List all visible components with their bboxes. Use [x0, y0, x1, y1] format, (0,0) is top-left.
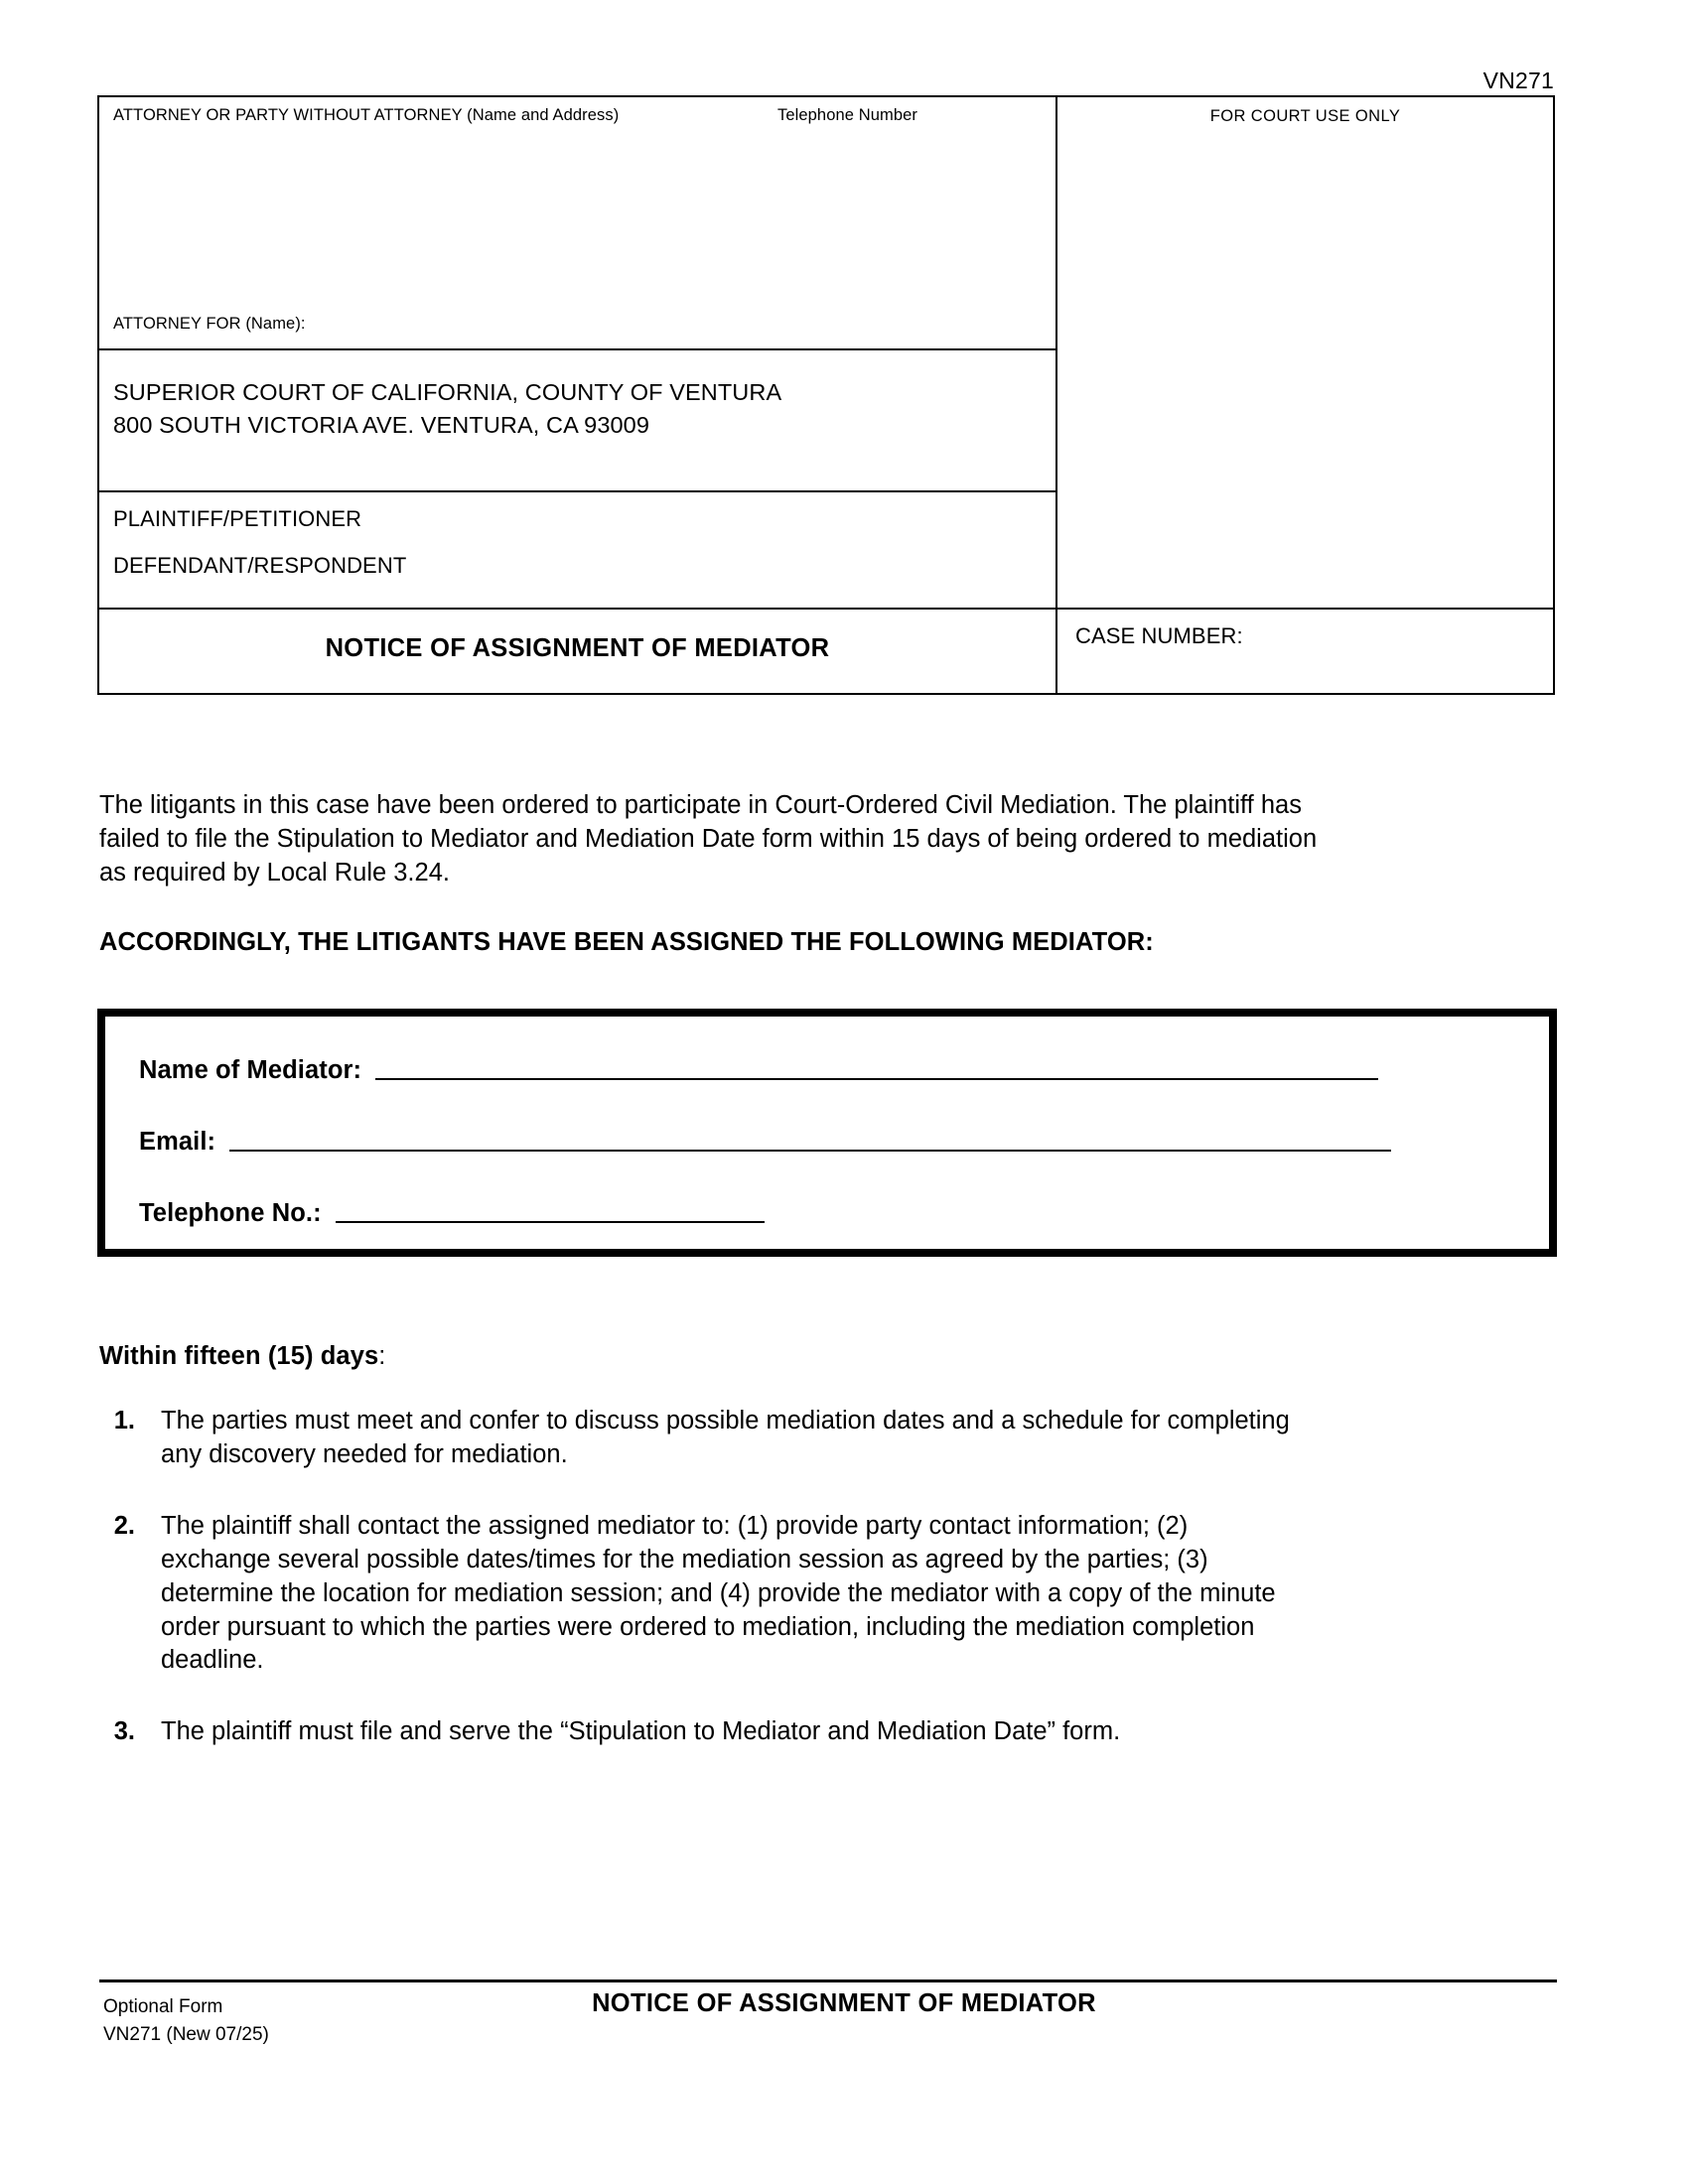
parties-cell[interactable]	[99, 492, 1055, 610]
attorney-label: ATTORNEY OR PARTY WITHOUT ATTORNEY (Name and Address)	[113, 106, 620, 124]
caption-left-column	[99, 97, 1057, 693]
court-cell	[99, 350, 1055, 492]
mediator-email-row	[139, 1128, 1515, 1157]
list-item-line: any discovery needed for mediation.	[161, 1439, 568, 1468]
list-item-number: 1.	[113, 1407, 135, 1434]
caption-box	[97, 95, 1555, 695]
accordingly-heading: ACCORDINGLY, THE LITIGANTS HAVE BEEN ASSIGNED THE FOLLOWING MEDIATOR:	[99, 928, 1154, 956]
form-number-header: VN271	[1482, 68, 1554, 93]
case-number-cell[interactable]	[1057, 610, 1553, 693]
list-item-body	[161, 1405, 1557, 1472]
attorney-cell[interactable]	[99, 97, 1055, 350]
case-number-label: CASE NUMBER:	[1075, 623, 1243, 648]
list-item	[99, 1715, 1557, 1749]
plaintiff-label: PLAINTIFF/PETITIONER	[113, 506, 362, 531]
footer-divider	[99, 1979, 1557, 1982]
mediator-name-row	[139, 1056, 1515, 1085]
list-item	[99, 1510, 1557, 1679]
list-item	[99, 1405, 1557, 1472]
mediator-info-inner	[103, 1015, 1551, 1251]
list-item-body	[161, 1510, 1557, 1679]
form-title-cell	[99, 610, 1055, 693]
list-item-number: 3.	[113, 1717, 135, 1746]
intro-line: failed to file the Stipulation to Mediator and Mediation Date form within 15 days of being ordered to mediation	[99, 824, 1318, 853]
attorney-cell-labels	[113, 106, 1042, 126]
footer-optional-form: Optional Form	[103, 1996, 223, 2017]
intro-line: as required by Local Rule 3.24.	[99, 858, 450, 887]
intro-paragraph	[99, 789, 1557, 890]
within-heading-bold: Within fifteen (15) days	[99, 1342, 379, 1370]
caption-right-column	[1057, 97, 1553, 693]
list-item-body	[161, 1715, 1557, 1749]
list-item-line: deadline.	[161, 1646, 264, 1675]
footer-revision: VN271 (New 07/25)	[103, 2023, 269, 2045]
within-heading-colon: :	[378, 1342, 386, 1370]
mediator-telephone-row	[139, 1199, 1515, 1228]
footer-title: NOTICE OF ASSIGNMENT OF MEDIATOR	[592, 1989, 1096, 2017]
mediator-name-input[interactable]	[375, 1077, 1378, 1080]
court-use-cell	[1057, 97, 1553, 610]
list-item-line: determine the location for mediation session; and (4) provide the mediator with a copy of the minute	[161, 1578, 1276, 1607]
list-item-line: The parties must meet and confer to discuss possible mediation dates and a schedule for completing	[161, 1407, 1290, 1434]
mediator-email-input[interactable]	[229, 1149, 1391, 1152]
list-item-line: The plaintiff must file and serve the “Stipulation to Mediator and Mediation Date” form.	[161, 1717, 1121, 1746]
for-court-use-only-label: FOR COURT USE ONLY	[1209, 107, 1401, 125]
mediator-name-label: Name of Mediator:	[139, 1056, 362, 1084]
form-title: NOTICE OF ASSIGNMENT OF MEDIATOR	[325, 633, 830, 662]
instructions-list	[99, 1405, 1557, 1749]
list-item-line: The plaintiff shall contact the assigned mediator to: (1) provide party contact information; (2)	[161, 1511, 1189, 1540]
mediator-email-label: Email:	[139, 1128, 216, 1156]
list-item-line: exchange several possible dates/times for the mediation session as agreed by the parties; (3)	[161, 1545, 1208, 1573]
telephone-number-label: Telephone Number	[776, 106, 917, 124]
intro-line: The litigants in this case have been ordered to participate in Court-Ordered Civil Mediation. The plaintiff has	[99, 791, 1302, 819]
list-item-number: 2.	[113, 1511, 135, 1540]
mediator-info-box	[97, 1009, 1557, 1257]
defendant-label: DEFENDANT/RESPONDENT	[113, 553, 407, 578]
within-fifteen-days-heading	[99, 1342, 385, 1371]
list-item-line: order pursuant to which the parties were ordered to mediation, including the mediation completion	[161, 1612, 1255, 1641]
court-name: SUPERIOR COURT OF CALIFORNIA, COUNTY OF VENTURA	[113, 379, 782, 405]
court-address: 800 SOUTH VICTORIA AVE. VENTURA, CA 93009	[113, 412, 650, 439]
mediator-telephone-input[interactable]	[336, 1220, 765, 1223]
attorney-for-label: ATTORNEY FOR (Name):	[113, 315, 306, 334]
mediator-telephone-label: Telephone No.:	[139, 1199, 322, 1227]
